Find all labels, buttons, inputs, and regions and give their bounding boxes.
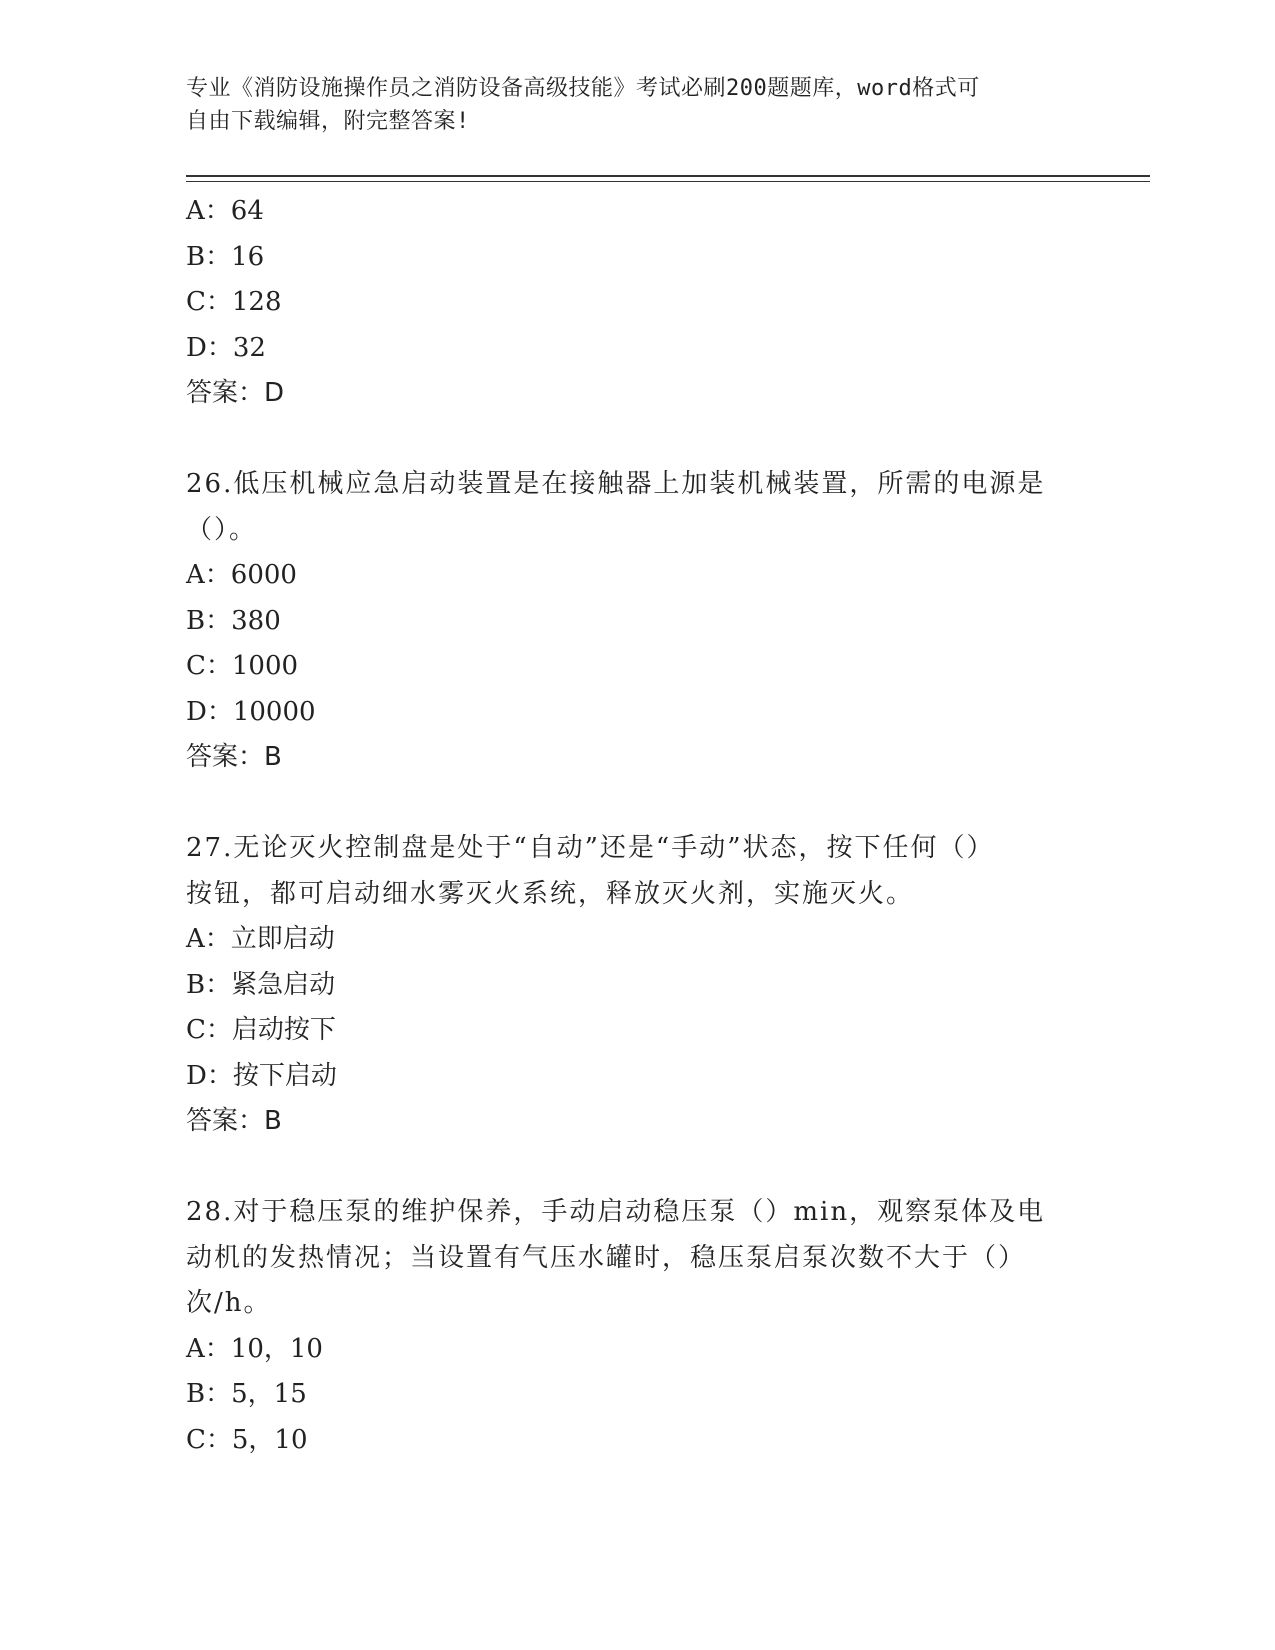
- option-d: D：按下启动: [186, 1060, 337, 1091]
- option-a: A：立即启动: [186, 924, 335, 954]
- option-a: A：10，10: [186, 1333, 323, 1364]
- option-a: A：6000: [186, 560, 297, 590]
- header-title-line-2: 自由下载编辑，附完整答案!: [186, 109, 470, 134]
- option-a: A：64: [186, 196, 264, 226]
- answer-line: 答案：B: [186, 742, 282, 772]
- question-25-continued: [186, 189, 1066, 416]
- option-b: B：380: [186, 605, 281, 636]
- option-c: C：启动按下: [186, 1015, 336, 1045]
- option-b: B：16: [186, 241, 265, 272]
- header-title-line-1: 专业《消防设施操作员之消防设备高级技能》考试必刷200题题库，word格式可: [186, 76, 980, 101]
- question-text-line-1: 28.对于稳压泵的维护保养，手动启动稳压泵（）min，观察泵体及电: [186, 1197, 1046, 1227]
- question-text-line-2: 动机的发热情况；当设置有气压水罐时，稳压泵启泵次数不大于（）: [186, 1242, 1027, 1273]
- option-c: C：128: [186, 287, 282, 317]
- answer-line: 答案：B: [186, 1106, 282, 1136]
- option-b: B：紧急启动: [186, 969, 336, 1000]
- answer-line: 答案：D: [186, 378, 285, 408]
- option-d: D：10000: [186, 696, 316, 727]
- question-text-line-2: 按钮，都可启动细水雾灭火系统，释放灭火剂，实施灭火。: [186, 878, 915, 909]
- question-28: [186, 1190, 1066, 1463]
- question-text-line-1: 27.无论灭火控制盘是处于“自动”还是“手动”状态，按下任何（）: [186, 833, 995, 863]
- question-text-line-1: 26.低压机械应急启动装置是在接触器上加装机械装置，所需的电源是: [186, 469, 1046, 499]
- spacer: [186, 780, 1066, 826]
- question-text-line-2: （）。: [186, 514, 258, 545]
- question-text-line-3: 次/h。: [186, 1288, 272, 1318]
- spacer: [186, 416, 1066, 462]
- question-26: [186, 462, 1066, 780]
- document-header: [186, 72, 1066, 138]
- question-list: [186, 189, 1066, 1463]
- header-divider-thick: [186, 175, 1150, 177]
- option-c: C：5，10: [186, 1424, 308, 1455]
- option-b: B：5，15: [186, 1379, 307, 1409]
- option-c: C：1000: [186, 651, 299, 681]
- question-27: [186, 826, 1066, 1144]
- spacer: [186, 1144, 1066, 1190]
- option-d: D：32: [186, 332, 266, 363]
- header-divider-thin: [186, 181, 1150, 182]
